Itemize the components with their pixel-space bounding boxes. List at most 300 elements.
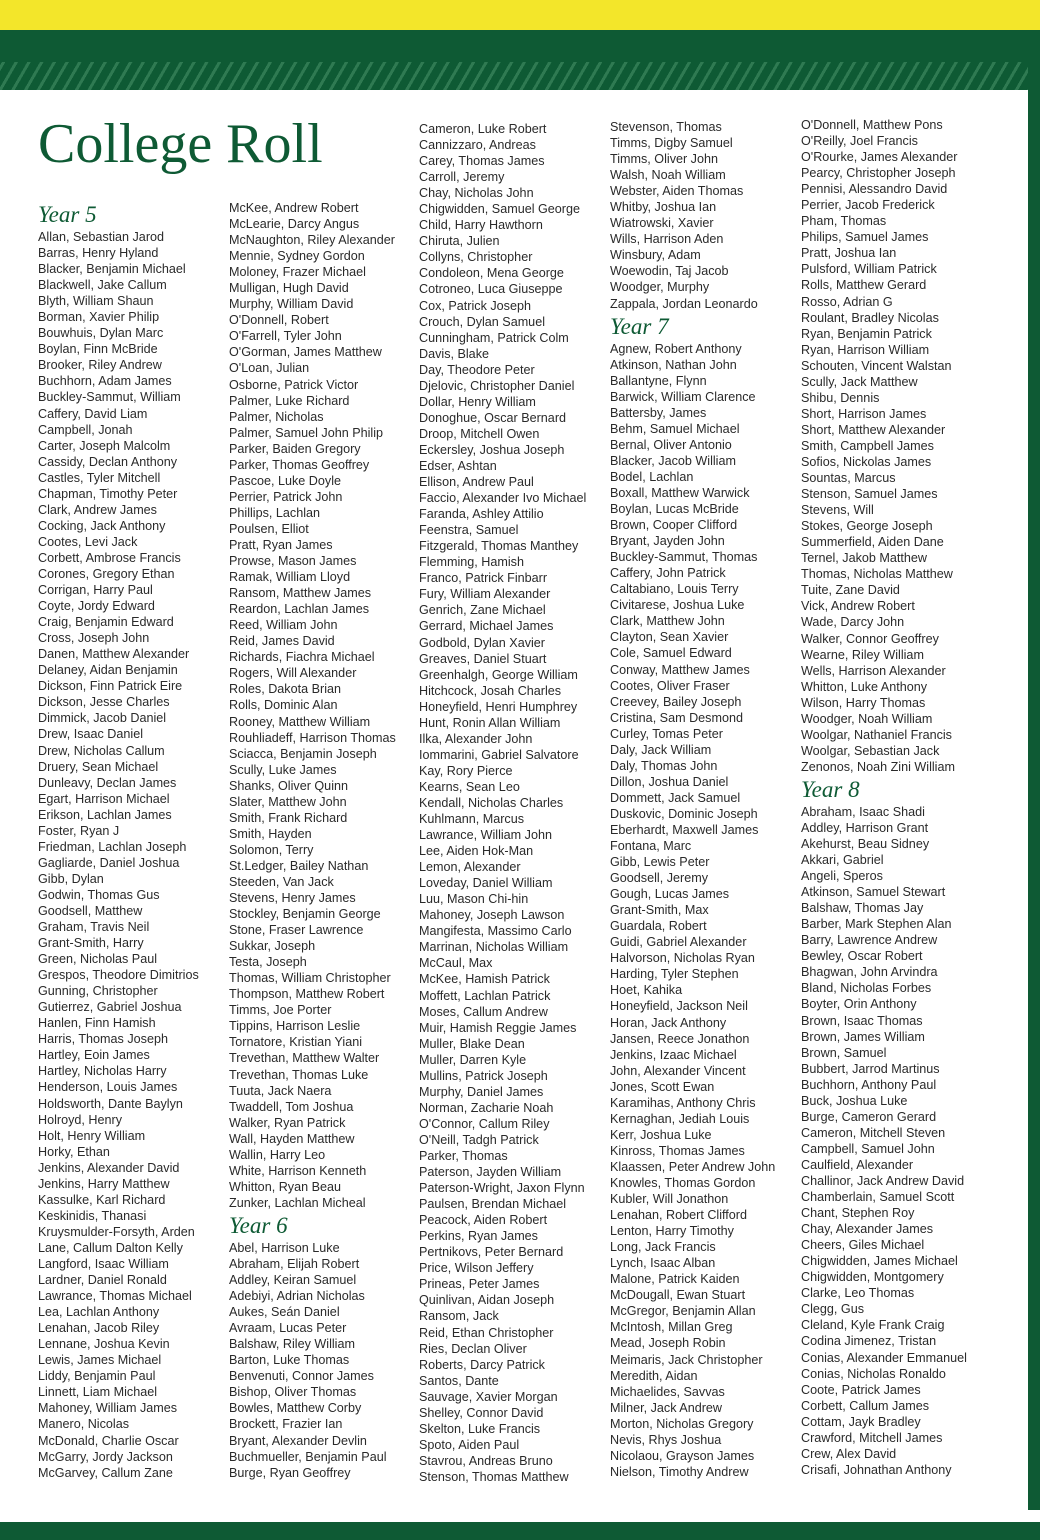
student-name: Malone, Patrick Kaiden [610,1272,740,1287]
student-name: Manero, Nicolas [38,1417,129,1432]
student-name: O'Neill, Tadgh Patrick [419,1132,539,1147]
student-name: Wearne, Riley William [801,647,924,662]
student-name: Thomas, William Christopher [229,971,391,986]
student-name: Slater, Matthew John [229,794,347,809]
student-name: Scully, Luke James [229,762,337,777]
student-name: Chigwidden, Montgomery [801,1270,944,1285]
student-name: Benvenuti, Connor James [229,1369,374,1384]
student-name: Smith, Hayden [229,826,312,841]
student-name: Trevethan, Matthew Walter [229,1051,380,1066]
student-name: White, Harrison Kenneth [229,1163,367,1178]
student-name: Mahoney, William James [38,1401,178,1416]
student-name: Lynch, Isaac Alban [610,1256,716,1271]
student-name: Gough, Lucas James [610,887,730,902]
student-name: John, Alexander Vincent [610,1063,746,1078]
student-name: Cootes, Levi Jack [38,534,138,549]
student-name: Brown, Cooper Clifford [610,518,738,533]
year-heading: Year 6 [229,1212,288,1238]
student-name: Whitby, Joshua Ian [610,200,717,215]
student-name: O'Donnell, Matthew Pons [801,118,943,132]
student-name: Sountas, Marcus [801,471,896,486]
student-name: Paterson-Wright, Jaxon Flynn [419,1181,585,1196]
student-name: Egart, Harrison Michael [38,791,170,806]
student-name: Wade, Darcy John [801,615,905,630]
student-name: McNaughton, Riley Alexander [229,233,395,248]
student-name: Challinor, Jack Andrew David [801,1174,965,1188]
student-name: Kerr, Joshua Luke [610,1127,712,1142]
student-name: Faranda, Ashley Attilio [419,507,544,522]
student-name: Pratt, Joshua Ian [801,246,897,261]
student-name: Meredith, Aidan [610,1368,698,1383]
page-title: College Roll [38,113,323,175]
edge-yellow-accent [1018,0,1028,30]
student-name: Blackwell, Jake Callum [38,278,167,293]
student-name: Woodger, Murphy [610,280,710,295]
student-name: Bernal, Oliver Antonio [610,437,732,452]
student-name: Gagliarde, Daniel Joshua [38,855,180,870]
student-name: Goodsell, Jeremy [610,871,708,886]
student-name: Danen, Matthew Alexander [38,647,190,662]
student-name: Pratt, Ryan James [229,537,333,552]
student-name: Shanks, Oliver Quinn [229,778,348,793]
student-name: Chigwidden, James Michael [801,1254,958,1269]
student-name: Mangifesta, Massimo Carlo [419,924,572,939]
student-name: Shelley, Connor David [419,1405,544,1420]
student-name: O'Donnell, Robert [229,313,329,328]
student-name: Peacock, Aiden Robert [419,1213,548,1228]
student-name: Child, Harry Hawthorn [419,218,543,233]
student-name: Brooker, Riley Andrew [38,358,162,373]
student-name: Zenonos, Noah Zini William [801,759,955,774]
student-name: Gunning, Christopher [38,984,158,999]
student-name: Lenahan, Jacob Riley [38,1321,160,1336]
student-name: Cox, Patrick Joseph [419,298,531,313]
student-name: Curley, Tomas Peter [610,726,723,741]
student-name: Graham, Travis Neil [38,920,150,935]
student-name: Dillon, Joshua Daniel [610,774,729,789]
student-name: Sukkar, Joseph [229,939,316,954]
student-name: Steeden, Van Jack [229,874,334,889]
student-name: Nielson, Timothy Andrew [610,1464,749,1479]
student-name: Clark, Andrew James [38,502,157,517]
student-name: Chigwidden, Samuel George [419,202,581,217]
student-name: Rooney, Matthew William [229,714,371,729]
student-name: Halvorson, Nicholas Ryan [610,951,755,966]
student-name: Prineas, Peter James [419,1277,540,1292]
student-name: Pulsford, William Patrick [801,262,937,277]
student-name: Reed, William John [229,618,338,633]
student-name: Ellison, Andrew Paul [419,475,534,490]
student-name: Woolgar, Nathaniel Francis [801,727,952,742]
student-name: Balshaw, Riley William [229,1337,355,1352]
student-name: Chapman, Timothy Peter [38,486,178,501]
student-name: Stevenson, Thomas [610,120,722,134]
student-name: Winsbury, Adam [610,248,701,263]
student-name: O'Loan, Julian [229,361,310,376]
student-name: Crouch, Dylan Samuel [419,314,545,329]
student-name: Ransom, Matthew James [229,586,372,601]
student-name: Moffett, Lachlan Patrick [419,988,551,1003]
student-name: Davis, Blake [419,346,489,361]
student-name: Kinross, Thomas James [610,1143,745,1158]
student-name: Woewodin, Taj Jacob [610,264,729,279]
student-name: Whitton, Ryan Beau [229,1179,342,1194]
student-name: Hartley, Nicholas Harry [38,1064,167,1079]
student-name: Rosso, Adrian G [801,294,893,309]
student-name: Ryan, Harrison William [801,342,930,357]
student-name: Chamberlain, Samuel Scott [801,1190,955,1205]
student-name: Cootes, Oliver Fraser [610,678,730,693]
student-name: Addley, Harrison Grant [801,820,929,835]
student-name: Loveday, Daniel William [419,876,553,891]
student-name: Moses, Callum Andrew [419,1004,548,1019]
student-name: Gerrard, Michael James [419,619,554,634]
student-name: Faccio, Alexander Ivo Michael [419,491,587,506]
student-name: Gibb, Lewis Peter [610,855,710,870]
student-name: Grant-Smith, Max [610,903,709,918]
student-name: Poulsen, Elliot [229,521,309,536]
student-name: Mulligan, Hugh David [229,281,349,296]
student-name: Nicolaou, Grayson James [610,1448,755,1463]
student-name: Barber, Mark Stephen Alan [801,917,952,932]
student-name: Reid, Ethan Christopher [419,1325,554,1340]
student-name: Chiruta, Julien [419,234,500,249]
student-name: Akehurst, Beau Sidney [801,837,930,852]
student-name: Murphy, William David [229,297,354,312]
student-name: Luu, Mason Chi-hin [419,892,529,907]
student-name: Bubbert, Jarrod Martinus [801,1061,940,1076]
student-name: Donoghue, Oscar Bernard [419,410,567,425]
student-name: Stevens, Henry James [229,891,356,906]
student-name: Chay, Nicholas John [419,186,534,201]
student-name: Brown, James William [801,1029,925,1044]
student-name: Palmer, Nicholas [229,409,324,424]
student-name: Caltabiano, Louis Terry [610,582,739,597]
student-name: Burge, Ryan Geoffrey [229,1465,351,1480]
student-name: Moloney, Frazer Michael [229,265,366,280]
student-name: Ransom, Jack [419,1309,499,1324]
student-name: Green, Nicholas Paul [38,952,158,967]
student-name: Cameron, Luke Robert [419,122,547,136]
roll-column-3 [419,121,605,1485]
student-name: Woodger, Noah William [801,711,933,726]
student-name: McCaul, Max [419,956,493,971]
student-name: Abel, Harrison Luke [229,1240,340,1255]
student-name: Horan, Jack Anthony [610,1015,727,1030]
student-name: Wilson, Harry Thomas [801,695,926,710]
student-name: Bodel, Lachlan [610,469,694,484]
student-name: Wills, Harrison Aden [610,232,724,247]
student-name: Barton, Luke Thomas [229,1353,350,1368]
student-name: Bowles, Matthew Corby [229,1401,362,1416]
student-name: Pascoe, Luke Doyle [229,473,342,488]
student-name: Godwin, Thomas Gus [38,887,160,902]
student-name: Clark, Matthew John [610,614,725,629]
student-name: Paulsen, Brendan Michael [419,1197,567,1212]
student-name: Fontana, Marc [610,839,692,854]
student-name: Mahoney, Joseph Lawson [419,908,565,923]
student-name: Kubler, Will Jonathon [610,1192,729,1207]
student-name: Fury, William Alexander [419,587,551,602]
student-name: Holdsworth, Dante Baylyn [38,1096,183,1111]
student-name: Daly, Thomas John [610,758,718,773]
student-name: Flemming, Hamish [419,555,524,570]
student-name: McIntosh, Millan Greg [610,1320,733,1335]
student-name: Hanlen, Finn Hamish [38,1016,156,1031]
student-name: Klaassen, Peter Andrew John [610,1159,776,1174]
student-name: Cristina, Sam Desmond [610,710,743,725]
student-name: Guardala, Robert [610,919,707,934]
student-name: Crisafi, Johnathan Anthony [801,1462,952,1477]
student-name: St.Ledger, Bailey Nathan [229,858,369,873]
student-name: Brown, Samuel [801,1045,887,1060]
student-name: Delaney, Aidan Benjamin [38,663,178,678]
student-name: Barras, Henry Hyland [38,246,159,261]
student-name: Long, Jack Francis [610,1240,716,1255]
student-name: Gibb, Dylan [38,871,104,886]
student-name: Price, Wilson Jeffery [419,1261,534,1276]
student-name: Meimaris, Jack Christopher [610,1352,763,1367]
student-name: Collyns, Christopher [419,250,533,265]
student-name: Cole, Samuel Edward [610,646,732,661]
student-name: Creevey, Bailey Joseph [610,694,742,709]
student-name: Bewley, Oscar Robert [801,949,923,964]
header-yellow-band [0,0,1040,30]
student-name: Eberhardt, Maxwell James [610,822,759,837]
student-name: Sauvage, Xavier Morgan [419,1389,558,1404]
student-name: Lane, Callum Dalton Kelly [38,1240,183,1255]
student-name: Bland, Nicholas Forbes [801,981,932,996]
student-name: McDonald, Charlie Oscar [38,1433,179,1448]
student-name: Brockett, Frazier Ian [229,1417,343,1432]
student-name: Stone, Fraser Lawrence [229,923,364,938]
student-name: Trevethan, Thomas Luke [229,1067,369,1082]
student-name: Coyte, Jordy Edward [38,599,155,614]
student-name: Twaddell, Tom Joshua [229,1099,354,1114]
student-name: Ryan, Benjamin Patrick [801,326,932,341]
student-name: Ries, Declan Oliver [419,1341,527,1356]
student-name: Phillips, Lachlan [229,505,321,520]
student-name: Karamihas, Anthony Chris [610,1095,756,1110]
student-name: McGarry, Jordy Jackson [38,1449,173,1464]
student-name: Knowles, Thomas Gordon [610,1176,756,1190]
student-name: Brown, Isaac Thomas [801,1013,923,1028]
student-name: Boylan, Finn McBride [38,342,158,357]
student-name: Barwick, William Clarence [610,389,756,404]
student-name: Greenhalgh, George William [419,667,578,682]
student-name: Stokes, George Joseph [801,519,933,534]
student-name: Muir, Hamish Reggie James [419,1020,577,1035]
student-name: Djelovic, Christopher Daniel [419,378,575,393]
student-name: Iommarini, Gabriel Salvatore [419,747,579,762]
student-name: Cunningham, Patrick Colm [419,330,569,345]
student-name: Coote, Patrick James [801,1382,921,1397]
student-name: Wells, Harrison Alexander [801,663,946,678]
student-name: Clarke, Leo Thomas [801,1286,915,1301]
student-name: Stevens, Will [801,503,874,518]
student-name: Dickson, Finn Patrick Eire [38,679,183,694]
student-name: Goodsell, Matthew [38,903,143,918]
student-name: Reardon, Lachlan James [229,602,370,617]
student-name: Reid, James David [229,634,335,649]
student-name: Short, Harrison James [801,406,927,421]
student-name: Bhagwan, John Arvindra [801,965,938,980]
student-name: Dimmick, Jacob Daniel [38,711,167,726]
student-name: Kassulke, Karl Richard [38,1192,166,1207]
student-name: Wallin, Harry Leo [229,1147,326,1162]
student-name: Stockley, Benjamin George [229,907,381,922]
student-name: McKee, Hamish Patrick [419,972,550,987]
student-name: Ternel, Jakob Matthew [801,551,927,566]
student-name: Kay, Rory Pierce [419,763,513,778]
student-name: O'Farrell, Tyler John [229,329,342,344]
student-name: Cleland, Kyle Frank Craig [801,1318,945,1333]
year-heading: Year 7 [610,313,669,339]
student-name: Tippins, Harrison Leslie [229,1019,361,1034]
student-name: Horky, Ethan [38,1144,110,1159]
student-name: Addley, Keiran Samuel [229,1273,357,1288]
student-name: Boxall, Matthew Warwick [610,485,750,500]
student-name: Buck, Joshua Luke [801,1093,908,1108]
student-name: Drew, Nicholas Callum [38,743,165,758]
student-name: Caffery, David Liam [38,406,148,421]
student-name: Carter, Joseph Malcolm [38,438,171,453]
student-name: Franco, Patrick Finbarr [419,571,548,586]
student-name: Pertnikovs, Peter Bernard [419,1245,564,1260]
student-name: Muller, Darren Kyle [419,1052,527,1067]
student-name: Nevis, Rhys Joshua [610,1432,722,1447]
student-name: Behm, Samuel Michael [610,421,740,436]
student-name: Campbell, Samuel John [801,1141,935,1156]
student-name: Walker, Ryan Patrick [229,1115,346,1130]
right-edge-band [1028,30,1040,1510]
student-name: Holt, Henry William [38,1128,146,1143]
student-name: Ilka, Alexander John [419,731,533,746]
student-name: O'Connor, Callum Riley [419,1116,550,1131]
student-name: Lewis, James Michael [38,1353,162,1368]
student-name: Hitchcock, Josah Charles [419,683,562,698]
student-name: Drew, Isaac Daniel [38,727,143,742]
student-name: Short, Matthew Alexander [801,422,946,437]
student-name: Pearcy, Christopher Joseph [801,166,956,181]
student-name: Linnett, Liam Michael [38,1385,158,1400]
student-name: Liddy, Benjamin Paul [38,1369,156,1384]
student-name: Allan, Sebastian Jarod [38,230,165,244]
student-name: Caulfield, Alexander [801,1157,914,1172]
student-name: McLearie, Darcy Angus [229,217,360,232]
student-name: Shibu, Dennis [801,390,880,405]
student-name: Clegg, Gus [801,1302,864,1317]
student-name: Perrier, Jacob Frederick [801,198,935,213]
student-name: Atkinson, Nathan John [610,357,737,372]
student-name: Genrich, Zane Michael [419,603,546,618]
student-name: Crew, Alex David [801,1446,897,1461]
student-name: Tornatore, Kristian Yiani [229,1035,363,1050]
student-name: Buckley-Sammut, Thomas [610,550,758,565]
roll-column-1 [38,200,224,1481]
student-name: Corrigan, Harry Paul [38,583,153,598]
student-name: Walker, Connor Geoffrey [801,631,939,646]
student-name: Stenson, Samuel James [801,487,938,502]
student-name: Foster, Ryan J [38,823,120,838]
student-name: Codina Jimenez, Tristan [801,1334,937,1349]
student-name: Carey, Thomas James [419,154,545,169]
footer-green-band [0,1522,1040,1540]
student-name: Crawford, Mitchell James [801,1430,943,1445]
student-name: Lee, Aiden Hok-Man [419,844,534,859]
roll-column-2 [229,200,415,1481]
student-name: Palmer, Samuel John Philip [229,425,384,440]
student-name: Spoto, Aiden Paul [419,1437,520,1452]
student-name: Dunleavy, Declan James [38,775,177,790]
student-name: Conias, Nicholas Ronaldo [801,1366,946,1381]
student-name: Harding, Tyler Stephen [610,967,739,982]
student-name: Battersby, James [610,405,707,420]
student-name: Carroll, Jeremy [419,170,505,185]
student-name: Jones, Scott Ewan [610,1079,715,1094]
student-name: Thompson, Matthew Robert [229,987,385,1002]
student-name: Roulant, Bradley Nicolas [801,310,939,325]
student-name: Lenton, Harry Timothy [610,1224,734,1239]
year-heading: Year 5 [38,202,97,227]
student-name: Duskovic, Dominic Joseph [610,806,758,821]
student-name: Fitzgerald, Thomas Manthey [419,539,579,554]
student-name: Barry, Lawrence Andrew [801,933,938,948]
student-name: Guidi, Gabriel Alexander [610,935,747,950]
student-name: Hunt, Ronin Allan William [419,715,561,730]
student-name: O'Reilly, Joel Francis [801,134,918,149]
student-name: Grespos, Theodore Dimitrios [38,968,199,983]
student-name: Jenkins, Alexander David [38,1160,180,1175]
student-name: O'Gorman, James Matthew [229,345,382,360]
student-name: Henderson, Louis James [38,1080,178,1095]
student-name: Cameron, Mitchell Steven [801,1125,946,1140]
student-name: Norman, Zacharie Noah [419,1100,554,1115]
student-name: Parker, Thomas Geoffrey [229,457,370,472]
student-name: Cottam, Jayk Bradley [801,1414,921,1429]
student-name: Cannizzaro, Andreas [419,138,536,153]
student-name: Droop, Mitchell Owen [419,426,540,441]
student-name: Conway, Matthew James [610,662,750,677]
student-name: Grant-Smith, Harry [38,936,144,951]
student-name: Perkins, Ryan James [419,1229,538,1244]
student-name: Daly, Jack William [610,742,712,757]
student-name: Ballantyne, Flynn [610,373,707,388]
student-name: Parker, Thomas [419,1149,508,1163]
year-heading: Year 8 [801,776,860,802]
student-name: Cross, Joseph John [38,631,150,646]
student-name: Buchhorn, Adam James [38,374,172,389]
student-name: Kruysmulder-Forsyth, Arden [38,1224,195,1239]
student-name: Harris, Thomas Joseph [38,1032,168,1047]
student-name: Santos, Dante [419,1373,499,1388]
student-name: Borman, Xavier Philip [38,310,160,325]
student-name: Testa, Joseph [229,955,307,970]
student-name: Avraam, Lucas Peter [229,1321,347,1336]
student-name: Palmer, Luke Richard [229,393,350,408]
student-name: Sofios, Nickolas James [801,454,932,469]
student-name: Tuuta, Jack Naera [229,1083,332,1098]
student-name: Campbell, Jonah [38,422,133,437]
student-name: McDougall, Ewan Stuart [610,1288,746,1303]
student-name: Honeyfield, Henri Humphrey [419,699,578,714]
student-name: Mead, Joseph Robin [610,1336,726,1351]
student-name: Pham, Thomas [801,214,887,229]
student-name: Hartley, Eoin James [38,1048,150,1063]
student-name: Schouten, Vincent Walstan [801,358,952,373]
student-name: Gutierrez, Gabriel Joshua [38,1000,182,1015]
student-name: Rogers, Will Alexander [229,666,357,681]
